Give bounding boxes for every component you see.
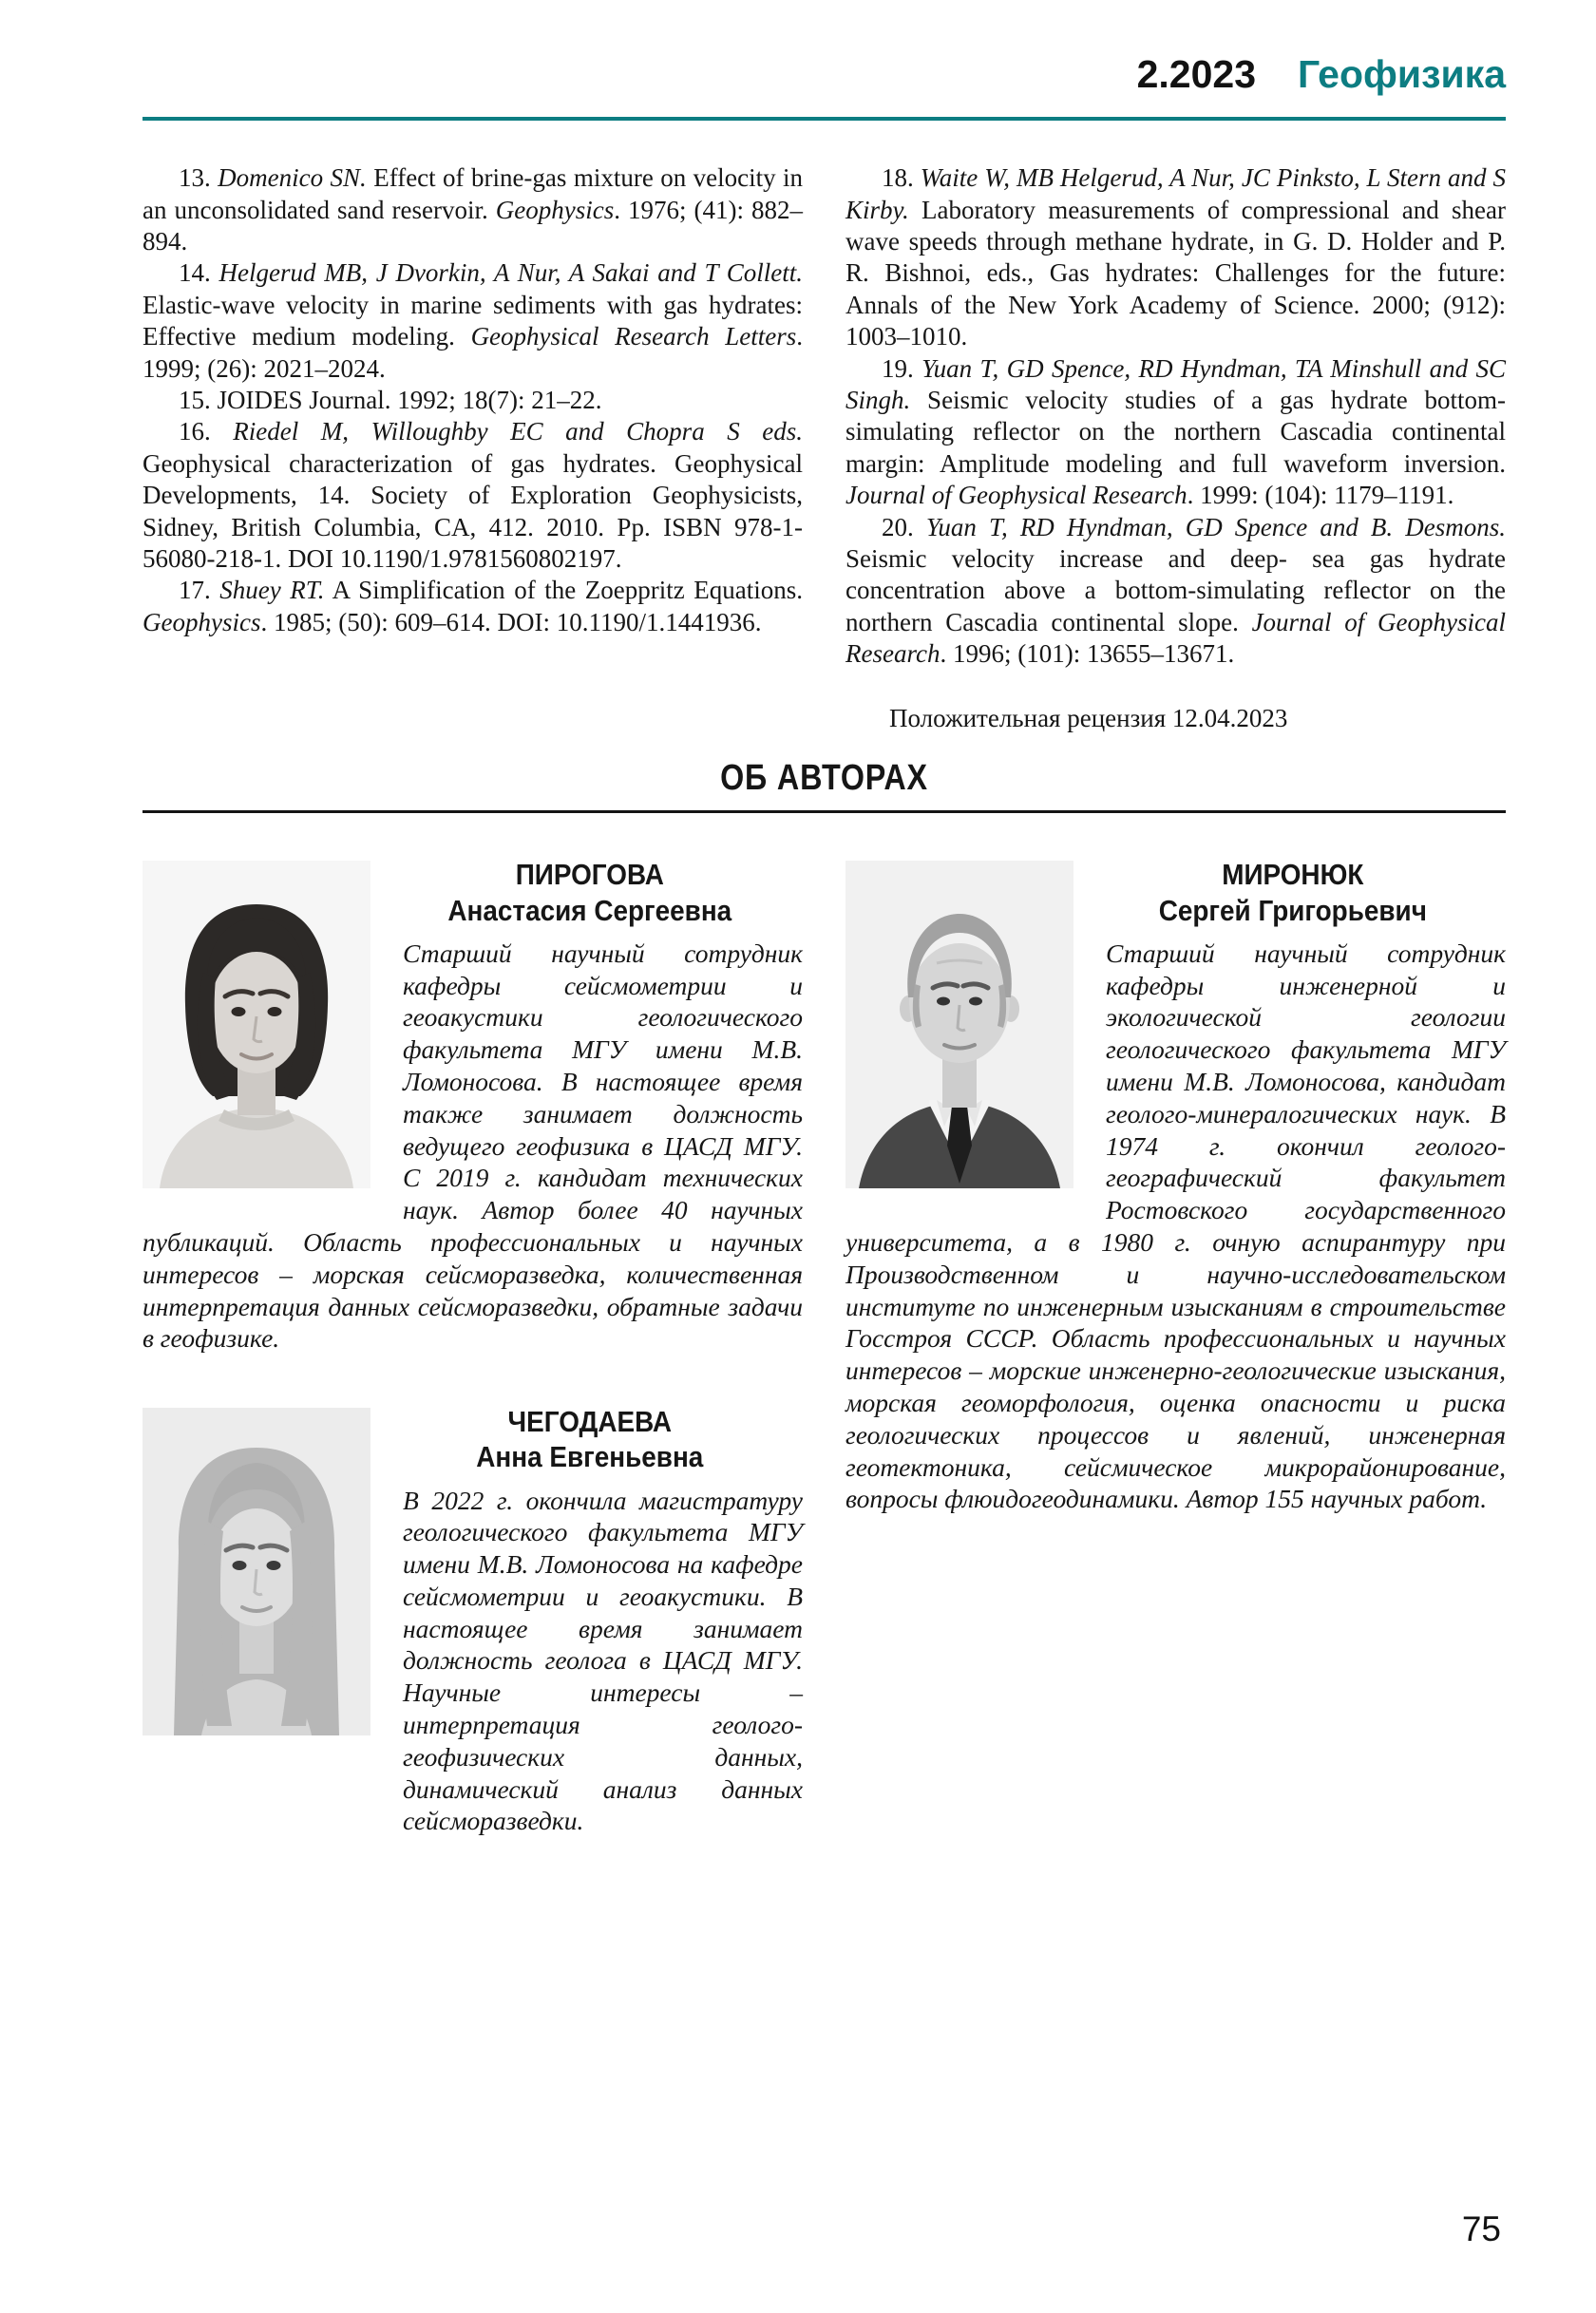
author-bio: Старший научный сотрудник кафедры инженерной и экологической геологии геологического факультета МГУ имени М.В. Ломоносова, кандидат геолого-минералогических наук. В 1974 г. окончил геолого-географический факультет Ростовского государственного университета, а в 1980 г. очную аспирантуру при Производственном и научно-исследовательском институте по инженерным изысканиям в строительстве Госстроя СССР. Область профессиональных и научных интересов – морские инженерно-геологические изыскания, морская геоморфология, оценка опасности и риска геологических процессов и явлений, инженерная геотектоника, сейсмическое микрорайонирование, вопросы флюидогеодинамики. Автор 155 научных работ. xyxy=(846,938,1506,1514)
issue-number: 2.2023 xyxy=(1136,52,1256,96)
author-given-name: Анна Евгеньевна xyxy=(476,1440,704,1474)
header-rule xyxy=(142,117,1506,121)
reference-item: 13. Domenico SN. Effect of brine-gas mixture on velocity in an unconsolidated sand reservoir. Geophysics. 1976; (41): 882–894. xyxy=(142,163,803,256)
reference-item: 17. Shuey RT. A Simplification of the Zoeppritz Equations. Geophysics. 1985; (50): 609–614. DOI: 10.1190/1.1441936. xyxy=(142,576,803,636)
author-surname: ЧЕГОДАЕВА xyxy=(507,1405,673,1439)
reference-item: 19. Yuan T, GD Spence, RD Hyndman, TA Minshull and SC Singh. Seismic velocity studies of a gas hydrate bottom-simulating reflector on the northern Cascadia continental margin: Amplitude modeling and full waveform inversion. Journal of Geophysical Research. 1999: (104): 1179–1191. xyxy=(846,353,1507,510)
author-bio: Старший научный сотрудник кафедры сейсмометрии и геоакустики геологического факультета МГУ имени М.В. Ломоносова. В настоящее время также занимает должность ведущего геофизика в ЦАСД МГУ. С 2019 г. кандидат технических наук. Автор более 40 научных публикаций. Область профессиональных и научных интересов – морская сейсморазведка, количественная интерпретация данных сейсморазведки, обратные задачи в геофизике. xyxy=(142,938,803,1354)
author-given-name: Анастасия Сергеевна xyxy=(447,893,732,927)
author-surname: ПИРОГОВА xyxy=(515,858,664,892)
journal-title: Геофизика xyxy=(1298,52,1506,96)
reference-item: 16. Riedel M, Willoughby EC and Chopra S eds. Geophysical characterization of gas hydrates. Geophysical Developments, 14. Society of Exploration Geophysicists, Sidney, British Columbia, CA, 412. 2010. Pp. ISBN 978-1-56080-218-1. DOI 10.1190/1.9781560802197. xyxy=(142,417,804,573)
authors-right-column xyxy=(846,857,1506,1837)
author-card-pirogova xyxy=(142,857,803,1355)
reference-item: 15. JOIDES Journal. 1992; 18(7): 21–22. xyxy=(179,385,602,414)
reference-item: 14. Helgerud MB, J Dvorkin, A Nur, A Sakai and T Collett. Elastic-wave velocity in marine sediments with gas hydrates: Effective medium modeling. Geophysical Research Letters. 1999; (26): 2021–2024. xyxy=(142,258,803,383)
about-authors-heading: ОБ АВТОРАХ xyxy=(720,757,928,798)
reference-item: 18. Waite W, MB Helgerud, A Nur, JC Pinksto, L Stern and S Kirby. Laboratory measurements of compressional and shear wave speeds through methane hydrate, in G. D. Holder and P. R. Bishnoi, eds., Gas hydrates: Challenges for the future: Annals of the New York Academy of Science. 2000; (912): 1003–1010. xyxy=(846,163,1507,351)
author-surname: МИРОНЮК xyxy=(1222,858,1364,892)
page-number: 75 xyxy=(1461,2209,1501,2248)
author-given-name: Сергей Григорьевич xyxy=(1158,893,1427,927)
author-card-mironyuk xyxy=(846,857,1506,1515)
page-header xyxy=(142,0,1506,96)
references-right-column xyxy=(846,162,1506,734)
authors-section xyxy=(142,857,1506,1837)
about-authors-rule xyxy=(142,810,1506,813)
authors-left-column xyxy=(142,857,803,1837)
author-bio: В 2022 г. окончила магистратуру геологического факультета МГУ имени М.В. Ломоносова на кафедре сейсмометрии и геоакустики. В настоящее время занимает должность геолога в ЦАСД МГУ. Научные интересы – интерпретация геолого-геофизических данных, динамический анализ данных сейсморазведки. xyxy=(403,1485,803,1836)
author-card-chegodaeva xyxy=(142,1404,803,1837)
positive-review-note: Положительная рецензия 12.04.2023 xyxy=(889,703,1288,732)
references-section xyxy=(142,162,1506,734)
reference-item: 20. Yuan T, RD Hyndman, GD Spence and B. Desmons. Seismic velocity increase and deep- sea gas hydrate concentration above a bottom-simulating reflector on the northern Cascadia continental slope. Journal of Geophysical Research. 1996; (101): 13655–13671. xyxy=(846,512,1506,669)
references-left-column xyxy=(142,162,803,734)
